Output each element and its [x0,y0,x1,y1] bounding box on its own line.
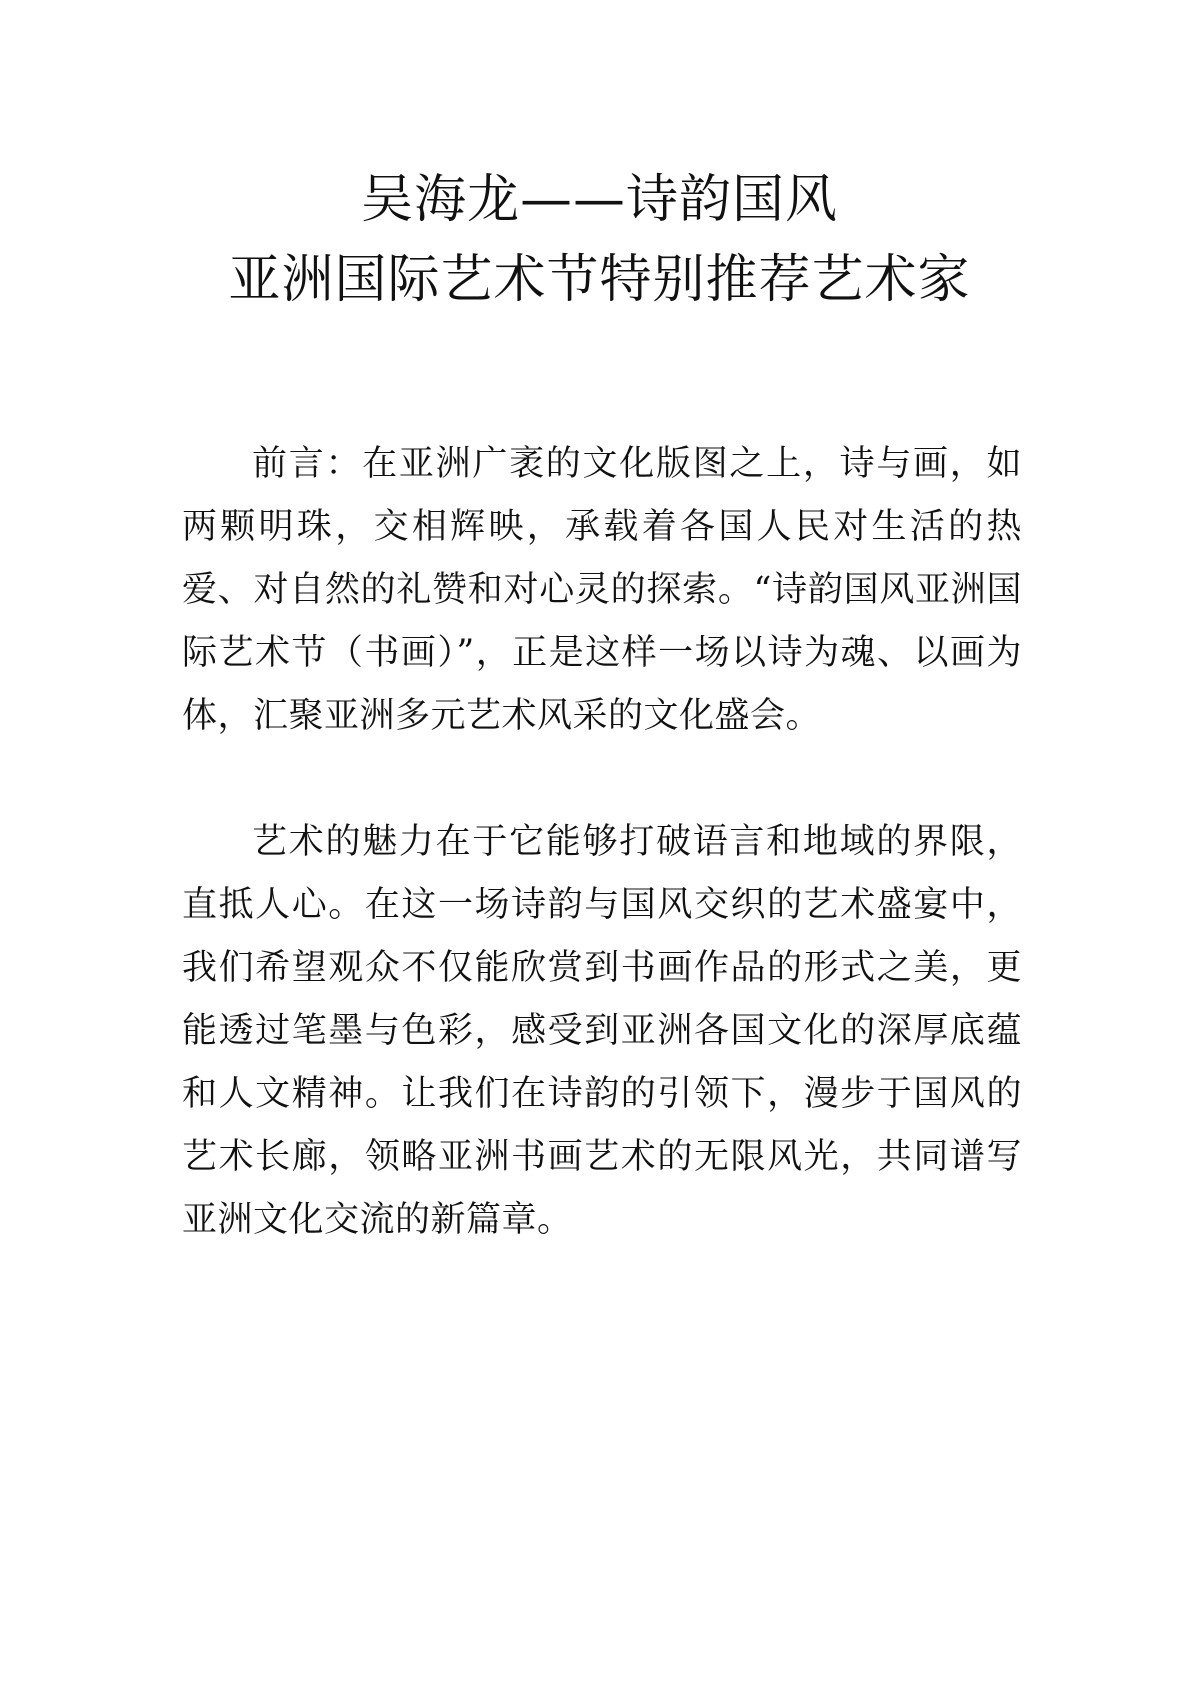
document-body [182,433,1022,1252]
body-paragraph: 艺术的魅力在于它能够打破语言和地域的界限，直抵人心。在这一场诗韵与国风交织的艺术盛宴中，我们希望观众不仅能欣赏到书画作品的形式之美，更能透过笔墨与色彩，感受到亚洲各国文化的深厚底蕴和人文精神。让我们在诗韵的引领下，漫步于国风的艺术长廊，领略亚洲书画艺术的无限风光，共同谱写亚洲文化交流的新篇章。 [182,822,1022,1240]
document-subtitle: 亚洲国际艺术节特别推荐艺术家 [228,250,971,310]
document-title: 吴海龙——诗韵国风 [360,170,838,230]
title-block [0,160,1199,320]
preface-paragraph: 前言：在亚洲广袤的文化版图之上，诗与画，如两颗明珠，交相辉映，承载着各国人民对生活的热爱、对自然的礼赞和对心灵的探索。“诗韵国风亚洲国际艺术节（书画）”，正是这样一场以诗为魂、以画为体，汇聚亚洲多元艺术风采的文化盛会。 [182,444,1022,736]
